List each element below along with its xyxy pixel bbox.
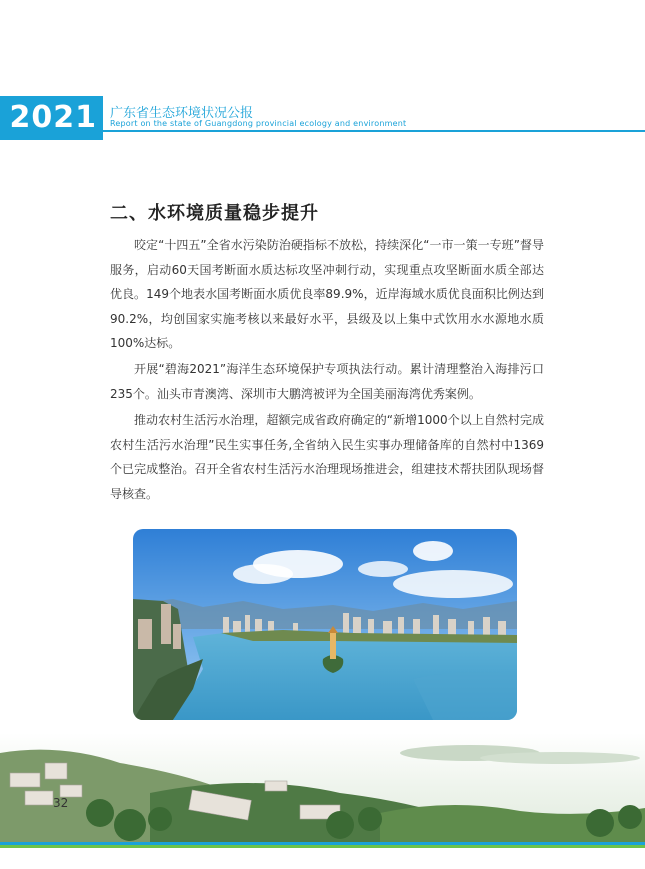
header-title-cn: 广东省生态环境状况公报 bbox=[110, 106, 254, 121]
footer-rule-green bbox=[0, 845, 645, 848]
header-title-en: Report on the state of Guangdong provincial ecology and environment bbox=[110, 119, 407, 128]
paragraph-water-quality: 咬定“十四五”全省水污染防治硬指标不放松，持续深化“一市一策一专班”督导服务，启动60天国考断面水质达标攻坚冲刺行动，实现重点攻坚断面水质全部达优良。149个地表水国考断面水质优良率89.9%，近岸海域水质优良面积比例达到90.2%，均创国家实施考核以来最好水平，县级及以上集中式饮用水水源地水质100%达标。 bbox=[110, 238, 544, 350]
city-river-photo bbox=[133, 529, 517, 720]
header-year: 2021 bbox=[0, 96, 103, 140]
footer-landscape-illustration bbox=[0, 733, 645, 843]
paragraph-sea-enforcement: 开展“碧海2021”海洋生态环境保护专项执法行动。累计清理整治入海排污口235个。汕头市青澳湾、深圳市大鹏湾被评为全国美丽海湾优秀案例。 bbox=[110, 362, 544, 401]
paragraph-rural-sewage: 推动农村生活污水治理，超额完成省政府确定的“新增1000个以上自然村完成农村生活污水治理”民生实事任务,全省纳入民生实事办理储备库的自然村中1369个已完成整治。召开全省农村生活污水治理现场推进会，组建技术帮扶团队现场督导核查。 bbox=[110, 413, 544, 501]
header-rule bbox=[103, 130, 645, 132]
city-river-photo-illustration bbox=[133, 529, 517, 720]
report-header bbox=[0, 96, 645, 140]
section-title: 二、水环境质量稳步提升 bbox=[110, 203, 319, 224]
page-number: 32 bbox=[53, 796, 69, 810]
footer-landscape-image bbox=[0, 733, 645, 843]
